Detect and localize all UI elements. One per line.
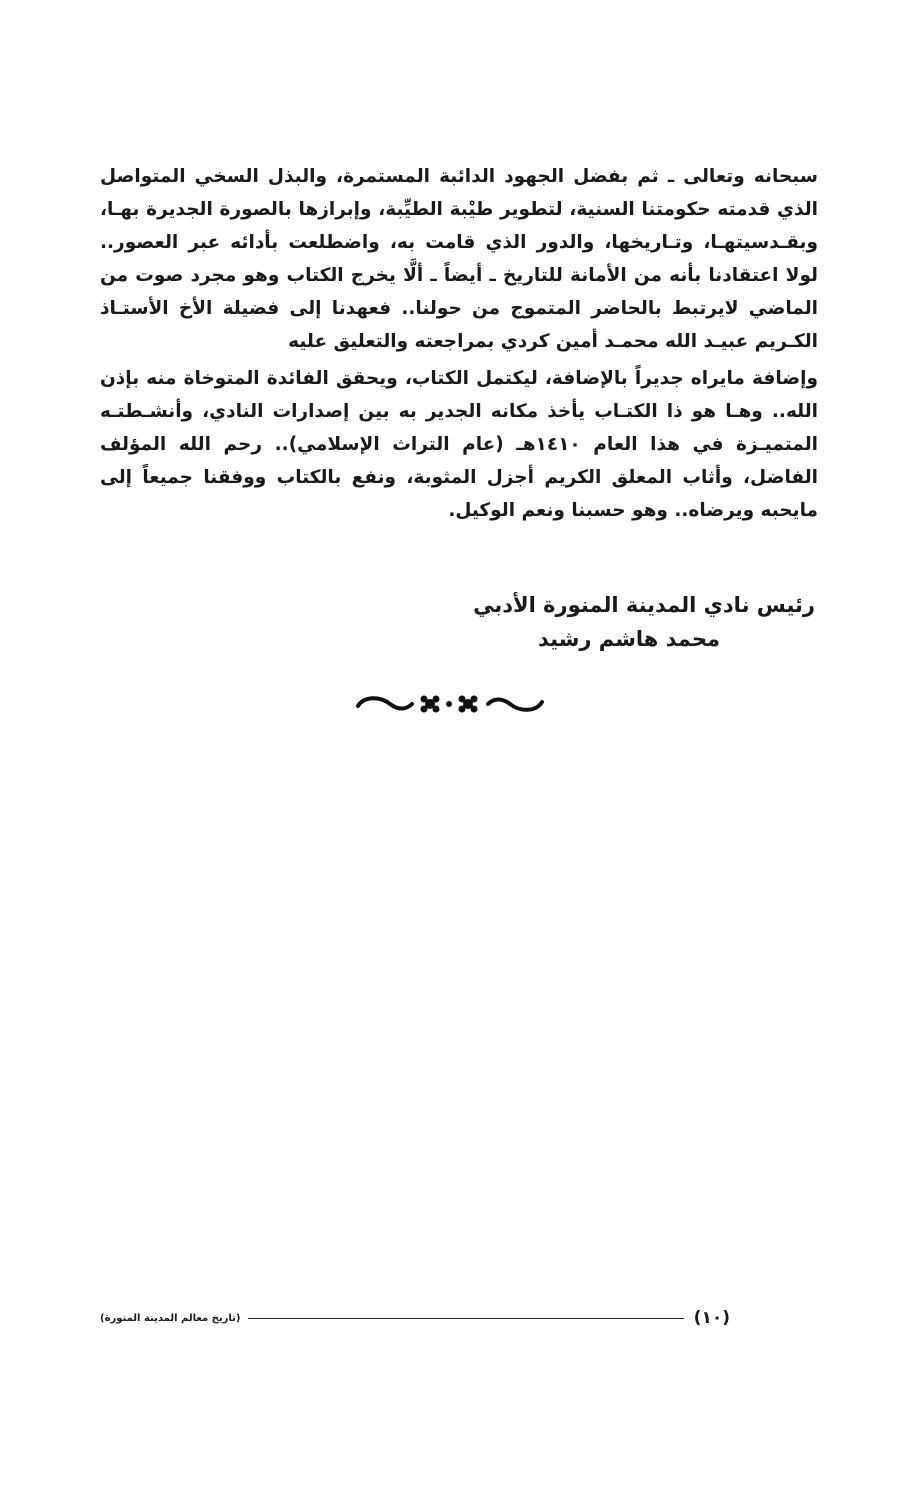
page-number: (١٠)	[693, 1308, 730, 1328]
signature-block	[473, 588, 815, 656]
footer-rule	[248, 1318, 683, 1319]
running-title: (تاريخ معالم المدينة المنورة)	[100, 1312, 241, 1324]
signature-title: رئيس نادي المدينة المنورة الأدبي	[473, 593, 815, 617]
paragraph-2: وإضافة مايراه جديراً بالإضافة، ليكتمل الكتاب، ويحقق الفائدة المتوخاة منه بإذن الله.. وهـا هو ذا الكتـاب يأخذ مكانه الجدير به بين إصدارات النادي، وأنشـطتـه المتميـزة في هذا العام ١٤١٠هـ (عام التراث الإسلامي).. رحم الله المؤلف الفاضل، وأثاب المعلق الكريم أجزل المثوبة، ونفع بالكتاب ووفقنا جميعاً إلى مايحبه ويرضاه.. وهو حسبنا ونعم الوكيل.	[100, 368, 818, 521]
signature-name: محمد هاشم رشيد	[538, 627, 720, 651]
floral-divider-icon	[350, 690, 550, 718]
body-text	[100, 160, 818, 527]
page-footer	[100, 1303, 730, 1333]
paragraph-1: سبحانه وتعالى ـ ثم بفضل الجهود الدائبة المستمرة، والبذل السخي المتواصل الذي قدمته حكومتنا السنية، لتطوير طيْبة الطيِّبة، وإبرازها بالصورة الجديرة بهـا، وبقـدسيتهـا، وتـاريخها، والدور الذي قامت به، واضطلعت بأدائه عبر العصور.. لولا اعتقادنا بأنه من الأمانة للتاريخ ـ أيضاً ـ ألَّا يخرج الكتاب وهو مجرد صوت من الماضي لايرتبط بالحاضر المتموج من حولنا.. فعهدنا إلى فضيلة الأخ الأستـاذ الكـريم عبيـد الله محمـد أمين كردي بمراجعته والتعليق عليه	[100, 166, 818, 352]
